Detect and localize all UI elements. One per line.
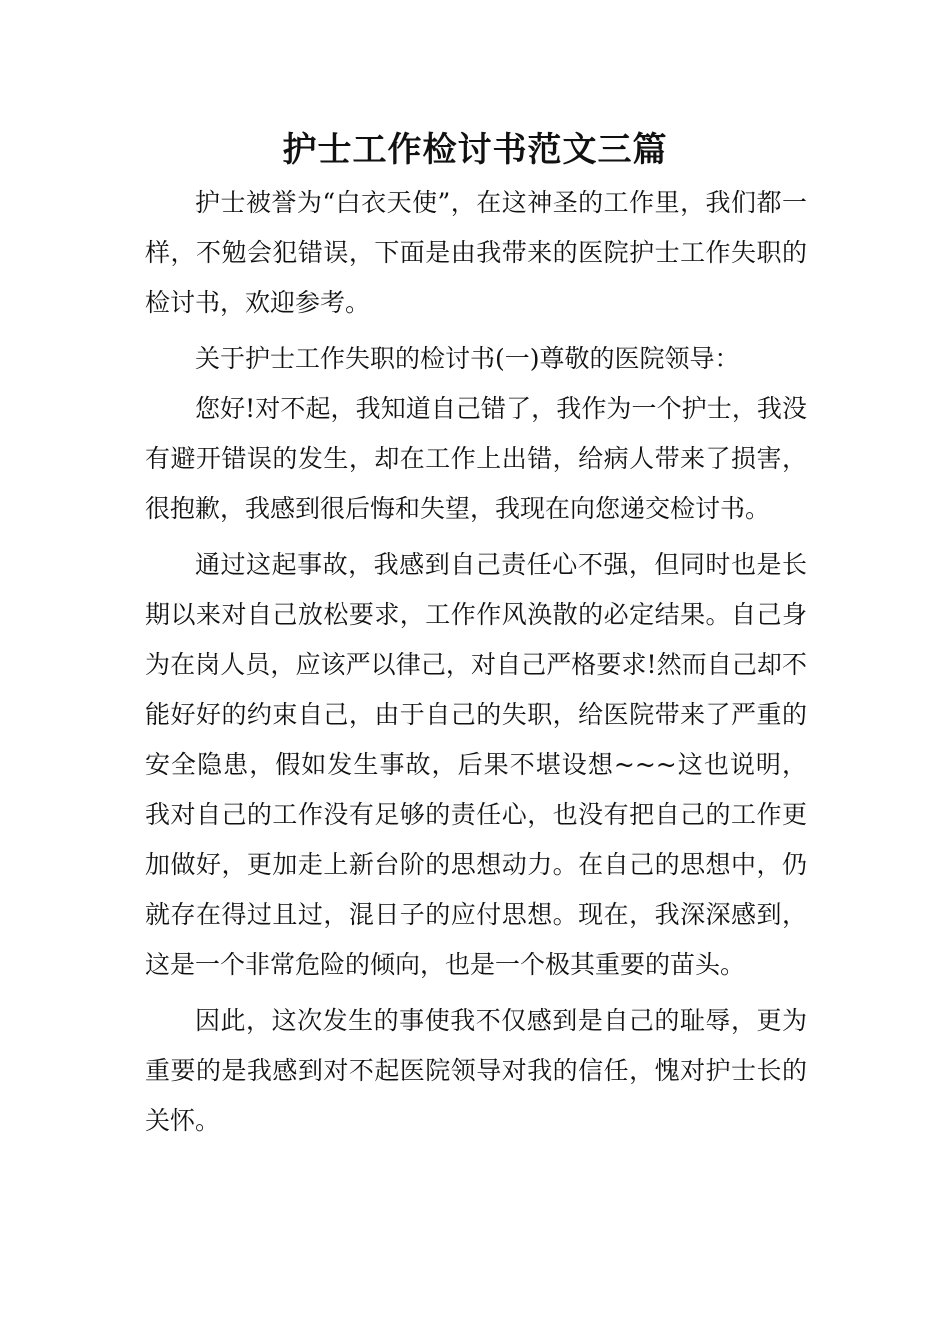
letter-heading-paragraph: 关于护士工作失职的检讨书(一)尊敬的医院领导： — [195, 344, 740, 373]
reflection-paragraph: 通过这起事故，我感到自己责任心不强，但同时也是长期以来对自己放松要求，工作作风涣散的必定结果。自己身为在岗人员，应该严以律己，对自己严格要求!然而自己却不能好好的约束自己，由于自己的失职，给医院带来了严重的安全隐患，假如发生事故，后果不堪设想~~~这也说明，我对自己的工作没有足够的责任心，也没有把自己的工作更加做好，更加走上新台阶的思想动力。在自己的思想中，仍就存在得过且过，混日子的应付思想。现在，我深深感到，这是一个非常危险的倾向，也是一个极其重要的苗头。 — [145, 550, 807, 979]
document-title: 护士工作检讨书范文三篇 — [282, 130, 668, 170]
intro-paragraph: 护士被誉为“白衣天使”，在这神圣的工作里，我们都一样，不勉会犯错误，下面是由我带来的医院护士工作失职的检讨书，欢迎参考。 — [145, 188, 807, 317]
document-body — [145, 178, 807, 1146]
apology-paragraph: 您好!对不起，我知道自己错了，我作为一个护士，我没有避开错误的发生，却在工作上出错，给病人带来了损害，很抱歉，我感到很后悔和失望，我现在向您递交检讨书。 — [145, 394, 807, 523]
conclusion-paragraph: 因此，这次发生的事使我不仅感到是自己的耻辱，更为重要的是我感到对不起医院领导对我的信任，愧对护士长的关怀。 — [145, 1006, 807, 1135]
